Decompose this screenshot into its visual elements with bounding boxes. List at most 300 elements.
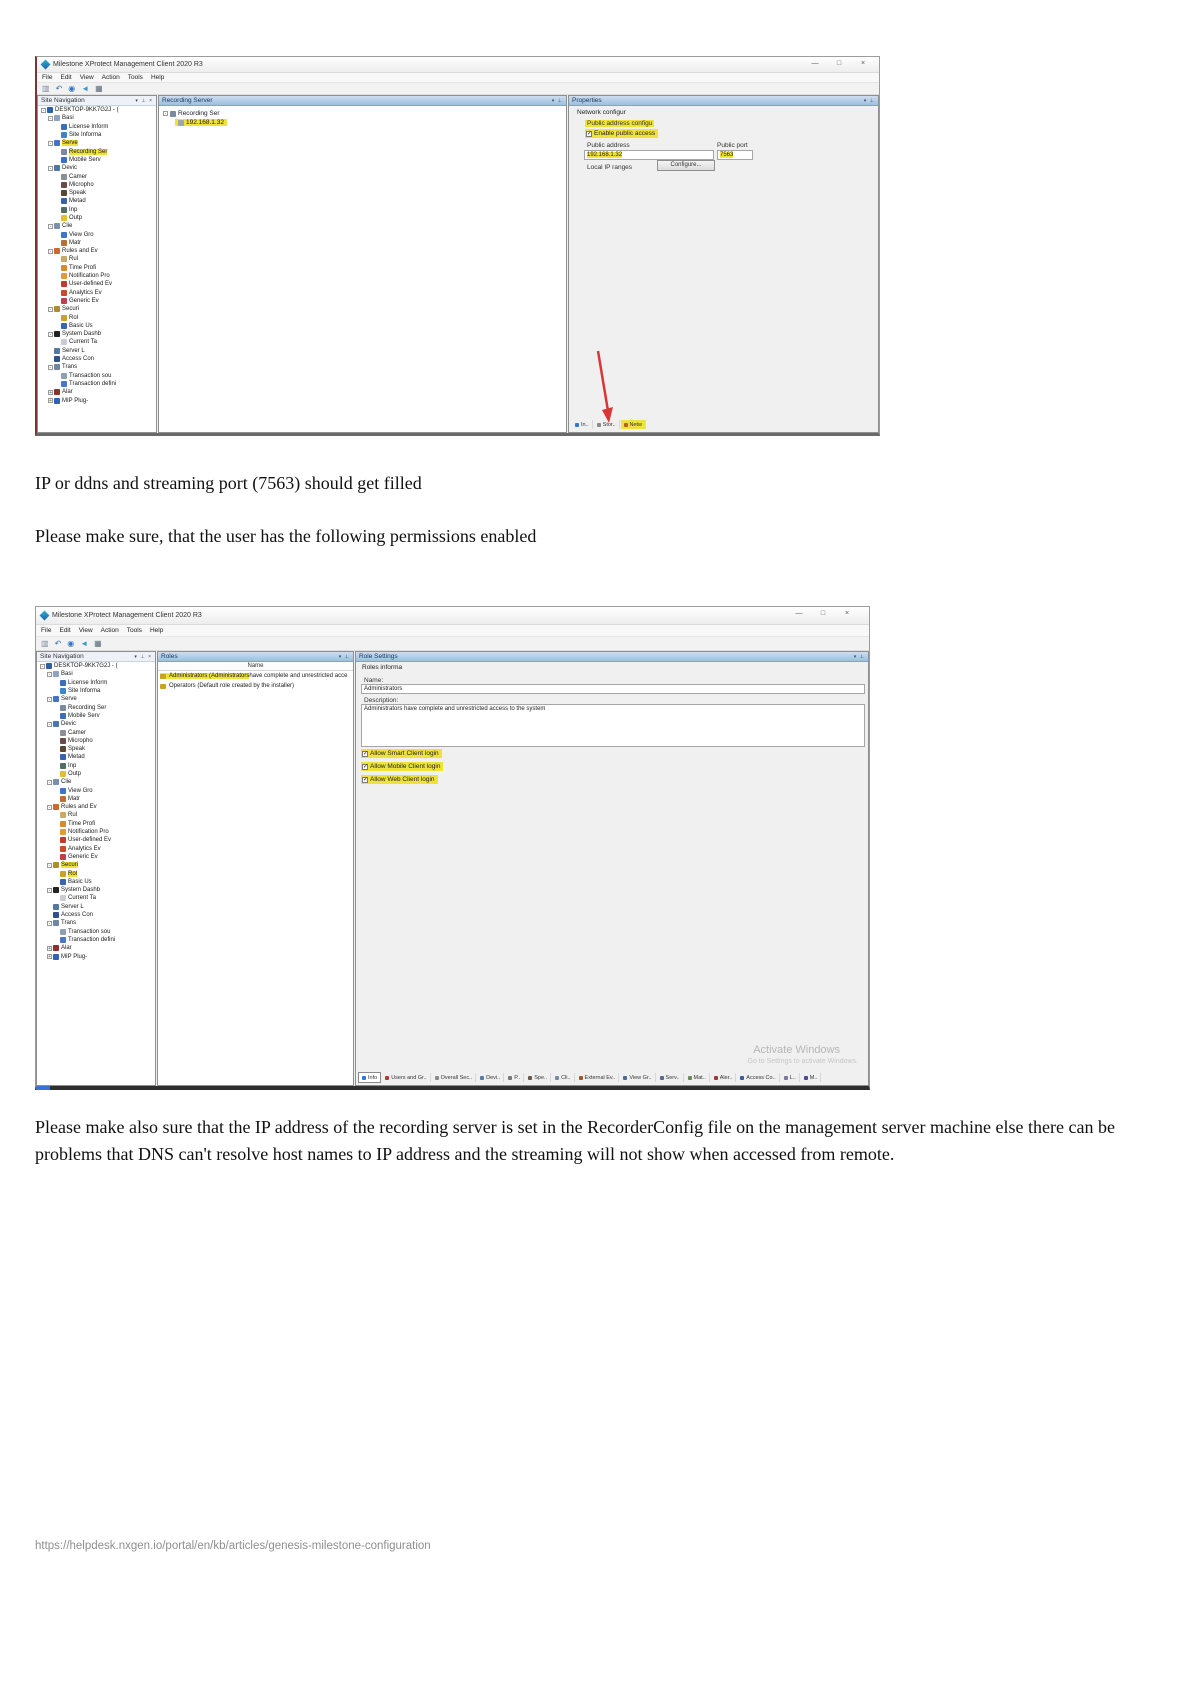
tree-item-icon xyxy=(60,771,66,777)
tree-item[interactable] xyxy=(38,189,156,197)
toolbar-icon[interactable]: ◄ xyxy=(81,83,90,93)
tab-icon xyxy=(385,1076,389,1080)
tree-item[interactable] xyxy=(38,289,156,297)
toolbar-icon[interactable]: ◉ xyxy=(67,638,75,648)
tree-item-icon xyxy=(61,132,67,138)
tab-icon xyxy=(660,1076,664,1080)
tree-expander-icon[interactable] xyxy=(48,348,53,353)
panel-tab[interactable] xyxy=(382,1073,430,1082)
tree-item[interactable] xyxy=(38,264,156,272)
tree-expander-icon[interactable] xyxy=(54,813,59,818)
panel-tab[interactable] xyxy=(781,1073,800,1082)
app-logo-icon xyxy=(41,60,51,70)
tree-item-label: Securi xyxy=(61,862,79,869)
menu-item[interactable]: View xyxy=(79,74,94,81)
tree-expander-icon[interactable] xyxy=(55,216,60,221)
horizontal-scrollbar-thumb[interactable] xyxy=(36,1086,50,1090)
role-label-highlighted: Administrators (Administrators xyxy=(169,673,250,679)
tree-expander-icon[interactable]: - xyxy=(48,721,51,728)
tree-expander-icon[interactable]: - xyxy=(49,306,52,313)
tree-item[interactable] xyxy=(38,322,156,330)
tree-item[interactable] xyxy=(38,247,156,255)
tab-icon xyxy=(575,423,579,427)
tree-expander-icon[interactable] xyxy=(55,124,60,129)
tree-expander-icon[interactable] xyxy=(54,730,59,735)
tree-expander-icon[interactable]: - xyxy=(48,696,51,703)
tree-expander-icon[interactable] xyxy=(54,937,59,942)
activate-windows-subtext: Go to Settings to activate Windows. xyxy=(747,1058,858,1065)
tree-item[interactable] xyxy=(38,239,156,247)
tree-item-label: Speak xyxy=(68,746,86,753)
tree-item-label: Mobile Serv xyxy=(68,712,100,719)
tree-item-label: Generic Ev xyxy=(68,853,98,860)
tree-item[interactable] xyxy=(37,753,155,761)
menu-item[interactable]: Action xyxy=(100,627,119,634)
tree-item[interactable] xyxy=(37,695,155,703)
tree-expander-icon[interactable]: + xyxy=(48,954,51,961)
tree-expander-icon[interactable] xyxy=(54,821,59,826)
tree-item[interactable] xyxy=(38,172,156,180)
tree-item-label: MIP Plug- xyxy=(62,397,89,404)
tree-item[interactable] xyxy=(38,363,156,371)
tree-expander-icon[interactable] xyxy=(55,257,60,262)
tree-item[interactable] xyxy=(38,131,156,139)
tree-item[interactable] xyxy=(38,123,156,131)
tree-item-icon xyxy=(60,788,66,794)
tree-item[interactable] xyxy=(38,230,156,238)
tree-item[interactable] xyxy=(38,106,156,114)
screenshot-window-1 xyxy=(35,56,880,436)
tree-expander-icon[interactable] xyxy=(54,738,59,743)
tree-item[interactable] xyxy=(38,181,156,189)
role-key-icon xyxy=(160,674,166,679)
tree-expander-icon[interactable] xyxy=(54,830,59,835)
tree-item-label: Basi xyxy=(61,671,73,678)
permission-checkbox[interactable] xyxy=(362,777,368,783)
tree-expander-icon[interactable] xyxy=(55,381,60,386)
permission-checkbox-row[interactable] xyxy=(361,749,442,758)
maximize-button[interactable]: □ xyxy=(820,610,826,617)
permission-checkbox-row[interactable] xyxy=(361,762,443,771)
tree-item[interactable] xyxy=(38,272,156,280)
tree-item[interactable] xyxy=(37,778,155,786)
role-description-textarea[interactable]: Administrators have complete and unrestricted access to the system xyxy=(361,704,865,747)
tree-item[interactable] xyxy=(38,313,156,321)
tree-item-label: Devic xyxy=(61,721,77,728)
tab-label: Mat.. xyxy=(693,1074,706,1081)
panel-title: Recording Server xyxy=(162,97,213,104)
tree-expander-icon[interactable] xyxy=(54,929,59,934)
tree-item[interactable] xyxy=(37,836,155,844)
tree-expander-icon[interactable] xyxy=(55,265,60,270)
recording-server-root[interactable] xyxy=(163,110,220,117)
tree-item[interactable] xyxy=(38,338,156,346)
tree-item[interactable] xyxy=(37,886,155,894)
tree-expander-icon[interactable] xyxy=(55,373,60,378)
toolbar-icon[interactable]: ◄ xyxy=(80,638,89,648)
toolbar-icon[interactable]: ▦ xyxy=(94,638,102,648)
tree-item[interactable] xyxy=(37,903,155,911)
tree-item[interactable] xyxy=(37,952,155,960)
close-button[interactable]: × xyxy=(860,60,866,67)
tree-expander-icon[interactable] xyxy=(54,680,59,685)
tree-expander-icon[interactable]: - xyxy=(42,107,45,114)
tree-item-label: Recording Ser xyxy=(68,704,107,711)
dock-icons[interactable]: ▾ ⊥ xyxy=(551,97,563,104)
panel-tab[interactable] xyxy=(620,1073,655,1082)
tree-item[interactable] xyxy=(38,206,156,214)
menu-item[interactable]: File xyxy=(42,74,53,81)
tree-expander-icon[interactable]: - xyxy=(48,779,51,786)
tree-expander-icon[interactable]: - xyxy=(48,862,51,869)
role-row[interactable] xyxy=(158,671,353,681)
tree-item-icon xyxy=(61,190,67,196)
tree-expander-icon[interactable] xyxy=(55,174,60,179)
tree-item-icon xyxy=(54,140,60,146)
permission-checkbox-row[interactable] xyxy=(361,775,438,784)
tree-item[interactable] xyxy=(37,820,155,828)
tree-item-icon xyxy=(61,207,67,213)
tree-expander-icon[interactable] xyxy=(54,755,59,760)
tree-expander-icon[interactable]: - xyxy=(41,663,44,670)
tree-expander-icon[interactable] xyxy=(54,871,59,876)
panel-tab[interactable] xyxy=(737,1073,779,1082)
public-port-input[interactable] xyxy=(717,150,753,160)
roles-name-column-header[interactable]: Name xyxy=(158,662,353,671)
tree-item-label: Clie xyxy=(62,223,73,230)
tree-expander-icon[interactable]: - xyxy=(49,165,52,172)
menu-item[interactable]: Edit xyxy=(60,74,72,81)
tree-item[interactable] xyxy=(37,919,155,927)
tab-icon xyxy=(714,1076,718,1080)
tree-item[interactable] xyxy=(37,911,155,919)
tree-expander-icon[interactable] xyxy=(54,705,59,710)
tree-item[interactable] xyxy=(37,828,155,836)
tree-item[interactable] xyxy=(37,679,155,687)
tree-item-label: Current Ta xyxy=(68,895,96,902)
role-label: have complete and unrestricted acce xyxy=(249,673,348,679)
panel-tab[interactable] xyxy=(657,1073,684,1082)
panel-tab[interactable] xyxy=(432,1073,476,1082)
panel-header xyxy=(356,652,868,662)
tree-item[interactable] xyxy=(37,737,155,745)
tab-label: View Gr.. xyxy=(629,1074,652,1081)
tree-item[interactable] xyxy=(37,878,155,886)
toolbar-icon[interactable]: ▦ xyxy=(95,83,103,93)
tree-expander-icon[interactable] xyxy=(54,772,59,777)
tree-item[interactable] xyxy=(37,770,155,778)
dock-icons[interactable]: ▾ ⊥ × xyxy=(134,653,152,660)
minimize-button[interactable]: — xyxy=(795,610,803,617)
tree-item-icon xyxy=(61,339,67,345)
dock-icons[interactable]: ▾ ⊥ xyxy=(853,653,865,660)
tree-expander-icon[interactable] xyxy=(48,357,53,362)
tree-expander-icon[interactable] xyxy=(55,149,60,154)
recording-server-panel xyxy=(158,95,567,433)
panel-tab[interactable] xyxy=(552,1073,574,1082)
dock-icons[interactable]: ▾ ⊥ × xyxy=(135,97,153,104)
panel-tab[interactable] xyxy=(685,1073,710,1082)
tree-item[interactable] xyxy=(38,164,156,172)
tree-item[interactable] xyxy=(38,305,156,313)
tree-item[interactable] xyxy=(37,861,155,869)
tree-item-icon xyxy=(61,273,67,279)
panel-title: Properties xyxy=(572,97,602,104)
tree-item-icon xyxy=(60,895,66,901)
tree-expander-icon[interactable] xyxy=(55,340,60,345)
toolbar-icon[interactable]: ▥ xyxy=(42,83,50,93)
tree-expander-icon[interactable]: - xyxy=(48,671,51,678)
tree-expander-icon[interactable] xyxy=(55,232,60,237)
tree-item[interactable] xyxy=(38,297,156,305)
tree-expander-icon[interactable]: - xyxy=(48,887,51,894)
tree-item[interactable] xyxy=(37,795,155,803)
menu-item[interactable]: Help xyxy=(150,74,165,81)
tree-expander-icon[interactable]: - xyxy=(48,920,51,927)
tab-label: Aler.. xyxy=(719,1074,733,1081)
tree-item[interactable] xyxy=(38,396,156,404)
tree-expander-icon[interactable] xyxy=(54,838,59,843)
tree-item[interactable] xyxy=(38,197,156,205)
tree-item-icon xyxy=(61,174,67,180)
tree-expander-icon[interactable] xyxy=(47,913,52,918)
tree-item-label: Inp xyxy=(68,762,77,769)
tree-item-icon xyxy=(60,929,66,935)
permission-label: Allow Web Client login xyxy=(370,776,435,783)
tree-expander-icon[interactable]: + xyxy=(49,389,52,396)
description-label: Description: xyxy=(364,697,399,704)
tree-item-icon xyxy=(54,248,60,254)
tree-expander-icon[interactable] xyxy=(55,323,60,328)
maximize-button[interactable]: □ xyxy=(836,60,842,67)
tree-expander-icon[interactable]: + xyxy=(48,945,51,952)
tab-label: Info xyxy=(368,1074,378,1081)
minimize-button[interactable]: — xyxy=(811,60,819,67)
public-port-label: Public port xyxy=(717,142,748,149)
tree-item[interactable] xyxy=(38,114,156,122)
tree-expander-icon[interactable] xyxy=(55,240,60,245)
tree-expander-icon[interactable]: - xyxy=(49,331,52,338)
tree-item-label: Analytics Ev xyxy=(69,289,102,296)
panel-tab[interactable] xyxy=(505,1073,524,1082)
tree-item[interactable] xyxy=(38,355,156,363)
dock-icons[interactable]: ▾ ⊥ xyxy=(338,653,350,660)
tree-item[interactable] xyxy=(37,720,155,728)
tree-expander-icon[interactable]: - xyxy=(49,248,52,255)
tree-item-icon xyxy=(53,954,59,960)
tree-expander-icon[interactable] xyxy=(55,282,60,287)
panel-tab[interactable] xyxy=(576,1073,620,1082)
tree-expander-icon[interactable] xyxy=(47,904,52,909)
tree-item-label: Analytics Ev xyxy=(68,845,101,852)
tree-item-icon xyxy=(53,912,59,918)
toolbar-icon[interactable]: ↶ xyxy=(55,83,63,93)
tree-item-icon xyxy=(53,721,59,727)
public-address-input[interactable] xyxy=(584,150,714,160)
menu-item[interactable]: View xyxy=(78,627,93,634)
permission-checkbox[interactable] xyxy=(362,751,368,757)
tree-expander-icon[interactable]: - xyxy=(49,364,52,371)
tree-expander-icon[interactable]: - xyxy=(49,140,52,147)
tree-item[interactable] xyxy=(37,894,155,902)
tree-item[interactable] xyxy=(37,662,155,670)
tree-expander-icon[interactable]: - xyxy=(49,223,52,230)
tree-item-label: View Gro xyxy=(68,787,93,794)
tab-label: Spe.. xyxy=(534,1074,548,1081)
window-title: Milestone XProtect Management Client 2020 R3 xyxy=(52,612,202,619)
tree-expander-icon[interactable] xyxy=(55,157,60,162)
tree-item[interactable] xyxy=(38,156,156,164)
panel-header xyxy=(158,652,353,662)
enable-public-access-checkbox[interactable] xyxy=(586,131,592,137)
menu-item[interactable]: Help xyxy=(149,627,164,634)
tree-expander-icon[interactable] xyxy=(54,747,59,752)
tree-item-label: View Gro xyxy=(69,231,94,238)
site-navigation-tree xyxy=(38,106,156,405)
tree-item-label: Transaction defini xyxy=(69,380,117,387)
tree-item[interactable] xyxy=(38,255,156,263)
menu-item[interactable]: Action xyxy=(101,74,120,81)
tree-item[interactable] xyxy=(38,330,156,338)
tree-item-label: System Dashb xyxy=(61,887,101,894)
tree-expander-icon[interactable] xyxy=(54,788,59,793)
permission-checkbox[interactable] xyxy=(362,764,368,770)
tab-label: Access Co.. xyxy=(746,1074,776,1081)
tree-item[interactable] xyxy=(37,853,155,861)
tree-expander-icon[interactable] xyxy=(54,854,59,859)
tree-item-icon xyxy=(61,323,67,329)
tree-item[interactable] xyxy=(37,703,155,711)
tree-item[interactable] xyxy=(37,811,155,819)
tree-expander-icon[interactable] xyxy=(54,846,59,851)
toolbar-icon[interactable]: ↶ xyxy=(54,638,62,648)
toolbar-icon[interactable]: ◉ xyxy=(68,83,76,93)
tree-expander-icon[interactable]: - xyxy=(164,111,167,117)
tree-item[interactable] xyxy=(37,712,155,720)
tree-expander-icon[interactable] xyxy=(55,133,60,138)
role-settings-panel xyxy=(355,651,869,1086)
configure-button[interactable]: Configure... xyxy=(657,160,715,171)
tree-expander-icon[interactable] xyxy=(55,182,60,187)
tree-item-icon xyxy=(53,779,59,785)
footer-url[interactable]: https://helpdesk.nxgen.io/portal/en/kb/articles/genesis-milestone-configuration xyxy=(35,1540,431,1552)
tree-item-icon xyxy=(60,738,66,744)
tree-item[interactable] xyxy=(37,728,155,736)
role-name-input[interactable]: Administrators xyxy=(361,684,865,694)
tree-expander-icon[interactable] xyxy=(54,796,59,801)
tree-item[interactable] xyxy=(38,214,156,222)
server-icon xyxy=(178,120,184,126)
toolbar-icon[interactable]: ▥ xyxy=(41,638,49,648)
tree-item-label: Alar xyxy=(62,389,73,396)
tree-expander-icon[interactable] xyxy=(55,315,60,320)
tree-item-icon xyxy=(46,663,52,669)
tree-item-label: Rules and Ev xyxy=(61,804,97,811)
local-ip-ranges-label: Local IP ranges xyxy=(587,164,633,171)
tree-item[interactable] xyxy=(38,139,156,147)
tree-expander-icon[interactable] xyxy=(55,191,60,196)
panel-tab[interactable] xyxy=(477,1073,504,1082)
menu-item[interactable]: File xyxy=(41,627,52,634)
menu-item[interactable]: Tools xyxy=(127,74,143,81)
tree-item-label: Serve xyxy=(62,140,78,147)
tree-item[interactable] xyxy=(38,280,156,288)
close-button[interactable]: × xyxy=(844,610,850,617)
tree-expander-icon[interactable] xyxy=(55,290,60,295)
tree-item-icon xyxy=(53,862,59,868)
tree-item[interactable] xyxy=(37,928,155,936)
tree-expander-icon[interactable]: - xyxy=(49,115,52,122)
tree-expander-icon[interactable] xyxy=(55,298,60,303)
tree-item[interactable] xyxy=(38,388,156,396)
tree-expander-icon[interactable] xyxy=(55,207,60,212)
panel-tab[interactable] xyxy=(801,1073,822,1082)
tree-item[interactable] xyxy=(38,347,156,355)
tree-item[interactable] xyxy=(38,147,156,155)
tree-expander-icon[interactable] xyxy=(54,763,59,768)
tree-item[interactable] xyxy=(37,670,155,678)
tree-item-label: Matr xyxy=(69,239,81,246)
tree-item[interactable] xyxy=(37,936,155,944)
panel-tab[interactable] xyxy=(711,1073,737,1082)
tree-item-label: Metad xyxy=(69,198,86,205)
roles-list xyxy=(158,671,353,691)
tree-expander-icon[interactable]: + xyxy=(49,398,52,405)
menu-item[interactable]: Edit xyxy=(59,627,71,634)
tree-expander-icon[interactable] xyxy=(54,896,59,901)
paragraph-ip-ddns: IP or ddns and streaming port (7563) should get filled xyxy=(35,473,422,493)
tab-icon xyxy=(688,1076,692,1080)
tree-expander-icon[interactable]: - xyxy=(48,804,51,811)
tree-item[interactable] xyxy=(37,687,155,695)
tree-item[interactable] xyxy=(37,786,155,794)
tree-expander-icon[interactable] xyxy=(55,199,60,204)
tree-item-label: User-defined Ev xyxy=(69,281,113,288)
tree-item[interactable] xyxy=(38,372,156,380)
tree-item[interactable] xyxy=(37,869,155,877)
tree-item-label: Matr xyxy=(68,795,80,802)
panel-header xyxy=(37,652,155,662)
menu-item[interactable]: Tools xyxy=(126,627,142,634)
roles-info-group-label: Roles informa xyxy=(362,664,403,671)
panel-tab[interactable] xyxy=(358,1072,381,1083)
tab-label: Stor.. xyxy=(602,421,616,428)
tree-item[interactable] xyxy=(38,380,156,388)
tree-expander-icon[interactable] xyxy=(54,689,59,694)
tree-item-icon xyxy=(60,821,66,827)
tree-item-label: Basi xyxy=(62,115,74,122)
recording-server-node[interactable] xyxy=(175,119,227,126)
tree-item[interactable] xyxy=(38,222,156,230)
tree-item[interactable] xyxy=(37,762,155,770)
enable-public-access-row[interactable] xyxy=(585,129,658,138)
tree-expander-icon[interactable] xyxy=(54,879,59,884)
tree-item[interactable] xyxy=(37,745,155,753)
tree-item-icon xyxy=(54,398,60,404)
role-row[interactable] xyxy=(158,681,353,691)
permission-label: Allow Mobile Client login xyxy=(370,763,441,770)
tree-item-label: Securi xyxy=(62,306,80,313)
public-address-group-label: Public address configu xyxy=(587,120,653,127)
tree-item-icon xyxy=(61,157,67,163)
dock-icons[interactable]: ▾ ⊥ xyxy=(863,97,875,104)
tree-item[interactable] xyxy=(37,803,155,811)
tree-item[interactable] xyxy=(37,845,155,853)
tree-expander-icon[interactable] xyxy=(54,713,59,718)
panel-tab[interactable] xyxy=(525,1073,551,1082)
tree-item[interactable] xyxy=(37,944,155,952)
tree-expander-icon[interactable] xyxy=(55,274,60,279)
